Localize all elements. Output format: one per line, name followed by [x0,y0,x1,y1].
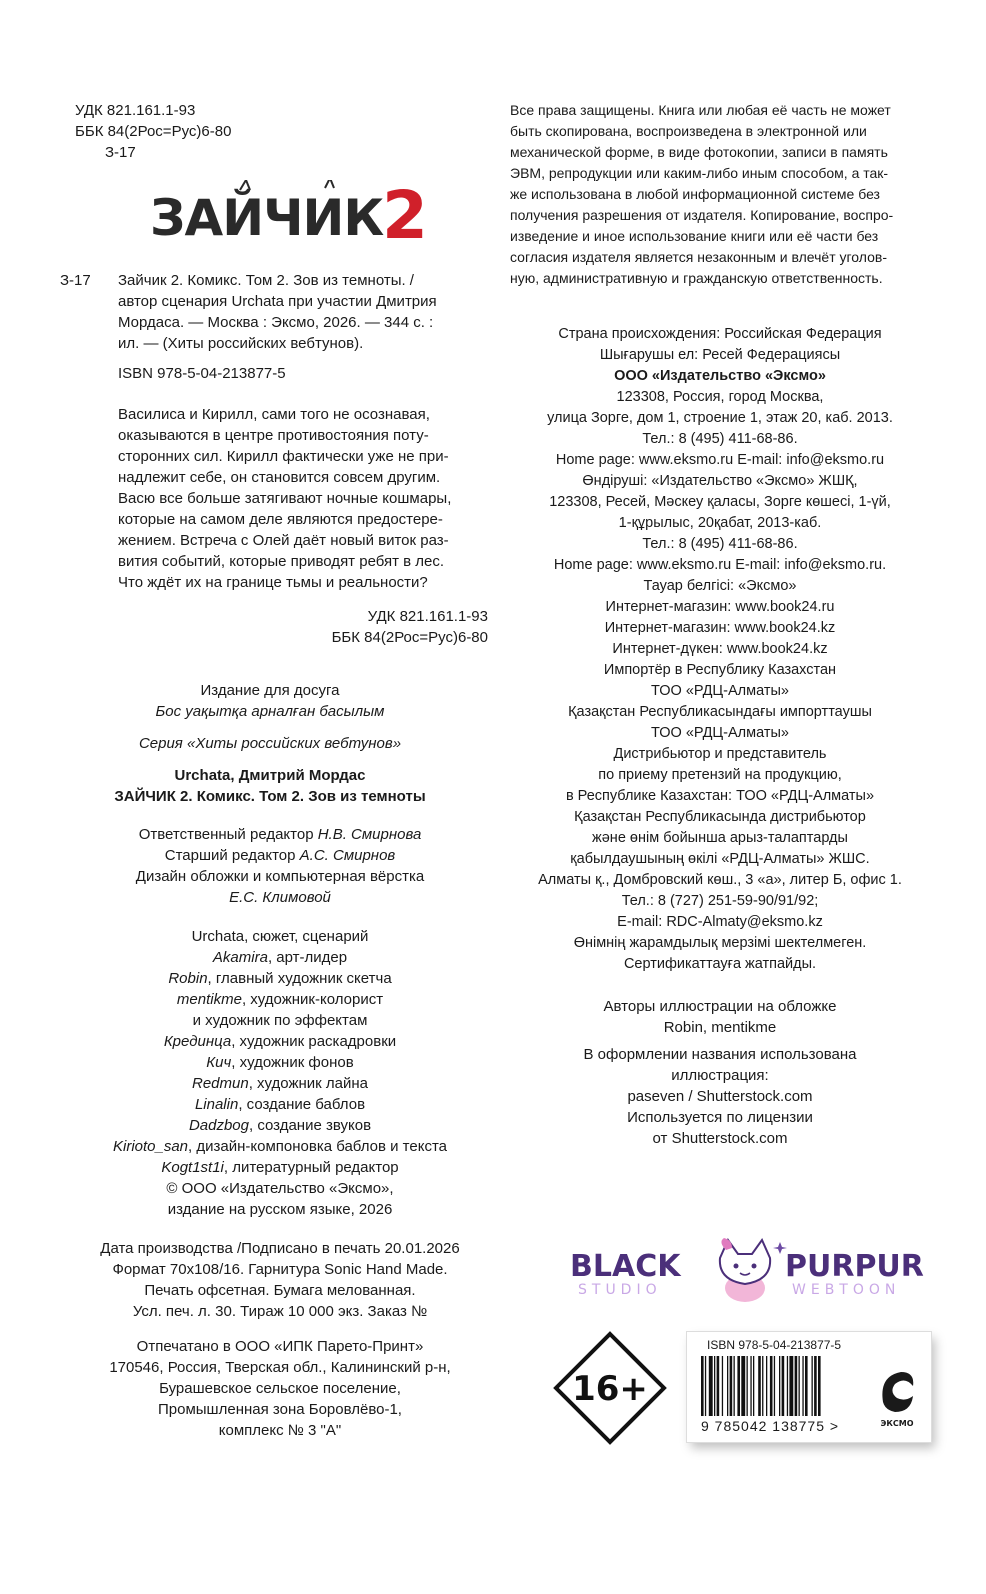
edition-type-kz: Бос уақытқа арналған басылым [155,703,385,720]
barcode-bar [758,1356,761,1416]
license-block [490,1044,950,1149]
barcode-isbn: ISBN 978-5-04-213877-5 [707,1338,842,1352]
publisher-line: Интернет-дүкен: www.book24.kz [612,641,828,657]
credit-line: Kirioto_san, дизайн-компоновка баблов и текста [112,1138,447,1155]
barcode-bar [787,1356,788,1416]
rights-line: получения разрешения от издателя. Копирование, воспро- [510,207,894,223]
printer-line: Бурашевское сельское поселение, [159,1380,401,1397]
barcode-bar [753,1356,754,1416]
credit-line: mentikme, художник-колорист [176,991,384,1008]
production-line: Усл. печ. л. 30. Тираж 10 000 экз. Заказ № [132,1303,428,1320]
bbk-code: ББК 84(2Рос=Рус)6-80 [75,123,232,140]
rights-line: ную, административную и гражданскую ответственность. [510,270,883,286]
printer-line: Отпечатано в ООО «ИПК Парето-Принт» [136,1338,424,1355]
barcode-bar [818,1356,821,1416]
publisher-line: ТОО «РДЦ-Алматы» [651,683,789,699]
rights-line: Все права защищены. Книга или любая её часть не может [510,102,891,118]
publisher-line: улица Зорге, дом 1, строение 1, этаж 20, каб. 2013. [547,410,893,426]
printer-line: 170546, Россия, Тверская обл., Калининский р-н, [109,1359,451,1376]
credit-line: Kogt1st1i, литературный редактор [161,1159,399,1176]
studio-purpur-text: PURPUR [785,1249,924,1284]
credit-line: Dadzbog, создание звуков [188,1117,372,1134]
barcode-bar [737,1356,740,1416]
license-line: В оформлении названия использована [583,1046,857,1063]
black-purpur-studio-logo [560,1228,930,1308]
author-mark: З-17 [105,144,136,161]
publisher-line: Қазақстан Республикасында дистрибьютор [574,809,866,825]
publisher-line: Тел.: 8 (495) 411-68-86. [642,536,798,552]
publisher-line: ООО «Издательство «Эксмо» [614,368,826,384]
barcode-bar [805,1356,808,1416]
age-rating-badge [552,1330,668,1446]
barcode-bar [701,1356,704,1416]
editor-line: Ответственный редактор Н.В. Смирнова [138,826,422,843]
udk-code: УДК 821.161.1-93 [367,608,488,625]
credit-line: Кич, художник фонов [206,1054,354,1071]
annotation-line: сторонних сил. Кирилл фактически уже не при- [118,448,449,465]
credit-line: © ООО «Издательство «Эксмо», [166,1180,394,1197]
rights-line: же использована в любой информационной системе без [510,186,880,202]
annotation-line: жением. Встреча с Олей даёт новый виток раз- [118,532,449,549]
rights-line: изведение и иное использование книги или её части без [510,228,879,244]
credit-line: и художник по эффектам [192,1012,368,1029]
publisher-line: 123308, Ресей, Мәскеу қаласы, Зорге көшесі, 1-үй, [549,494,891,510]
publisher-line: және өнім бойынша арыз-талаптарды [592,830,848,846]
barcode-bar [779,1356,780,1416]
annotation-line: оказываются в центре противостояния поту- [118,427,429,444]
publisher-line: Өндіруші: «Издательство «Эксмо» ЖШҚ, [582,473,858,489]
publisher-block [490,324,950,975]
annotation-line: Васю все больше затягивают ночные кошмары, [118,490,452,507]
production-line: Дата производства /Подписано в печать 20.01.2026 [100,1240,460,1257]
barcode-bar [730,1356,733,1416]
barcode-bar [799,1356,800,1416]
publisher-line: Интернет-магазин: www.book24.ru [605,599,835,615]
publisher-line: Шығарушы ел: Ресей Федерациясы [599,347,841,363]
barcode-bar [812,1356,813,1416]
rights-notice [510,100,930,289]
publisher-line: Home page: www.eksmo.ru E-mail: info@eksmo.ru [555,452,885,468]
studio-subtitle: STUDIO [578,1282,662,1298]
webtoon-subtitle: WEBTOON [792,1282,901,1298]
publisher-line: Импортёр в Республику Казахстан [603,662,837,678]
publisher-line: Страна происхождения: Российская Федерация [558,326,882,342]
editor-line: Е.С. Климовой [229,889,331,906]
rights-line: быть скопирована, воспроизведена в электронной или [510,123,867,139]
barcode-bar [750,1356,751,1416]
barcode-bar [747,1356,748,1416]
title-logo [150,180,450,250]
publisher-line: Интернет-магазин: www.book24.kz [604,620,836,636]
publisher-line: Home page: www.eksmo.ru E-mail: info@eksmo.ru. [553,557,887,573]
barcode-bar [722,1356,723,1416]
publisher-line: 1-құрылыс, 20қабат, 2013-каб. [618,515,822,531]
license-line: иллюстрация: [671,1067,769,1084]
publisher-line: Дистрибьютор и представитель [613,746,827,762]
classification-codes [75,100,275,163]
barcode-bar [727,1356,728,1416]
credit-line: издание на русском языке, 2026 [167,1201,393,1218]
book-title: ЗАЙЧИК 2. Комикс. Том 2. Зов из темноты [114,788,426,805]
publisher-line: Тауар белгісі: «Эксмо» [643,578,797,594]
publisher-line: по приему претензий на продукцию, [598,767,842,783]
barcode-bar [741,1356,745,1416]
rights-line: механической форме, в виде фотокопии, записи в память [510,144,888,160]
license-line: paseven / Shutterstock.com [627,1088,813,1105]
barcode-number: 9 785042 138775 > [701,1418,840,1434]
credit-line: Akamira, арт-лидер [212,949,348,966]
eksmo-logo [875,1362,919,1432]
editor-line: Дизайн обложки и компьютерная вёрстка [135,868,425,885]
barcode-bar [789,1356,793,1416]
bibliographic-record [60,270,490,384]
editors-block [0,824,560,908]
barcode-bars [701,1356,869,1418]
svg-text:ЭКСМО: ЭКСМО [880,1419,914,1428]
edition-type: Издание для досуга [200,682,340,699]
bbk-code: ББК 84(2Рос=Рус)6-80 [331,629,488,646]
annotation-line: надлежит себе, он становится совсем другим. [118,469,441,486]
annotation [118,404,488,593]
biblio-index: З-17 [60,272,91,289]
rights-line: ЭВМ, репродукции или каким-либо иным способом, а так- [510,165,889,181]
authors: Urchata, Дмитрий Мордас [174,767,366,784]
barcode-bar [782,1356,785,1416]
cover-authors-names: Robin, mentikme [663,1019,777,1036]
barcode-bar [705,1356,706,1416]
cat-mascot-icon [720,1238,787,1302]
barcode-bar [717,1356,720,1416]
barcode-bar [802,1356,803,1416]
biblio-line: автор сценария Urchata при участии Дмитрия [118,293,437,310]
biblio-line: Мордаса. — Москва : Эксмо, 2026. — 344 с. : [118,314,434,331]
barcode-bar [770,1356,773,1416]
classification-codes-bottom [200,606,488,648]
barcode-bar [714,1356,715,1416]
publisher-line: E-mail: RDC-Almaty@eksmo.kz [617,914,823,930]
production-line: Формат 70x108/16. Гарнитура Sonic Hand Made. [112,1261,448,1278]
isbn: ISBN 978-5-04-213877-5 [118,365,286,382]
publisher-line: Өнімнің жарамдылық мерзімі шектелмеген. [573,935,867,951]
biblio-lines [118,270,490,384]
license-line: от Shutterstock.com [652,1130,788,1147]
publisher-line: ТОО «РДЦ-Алматы» [651,725,789,741]
barcode-bar [734,1356,735,1416]
age-rating-text: 16+ [572,1369,648,1409]
printer-block [0,1336,560,1441]
studio-black-text: BLACK [570,1249,681,1284]
credits-block [0,926,560,1220]
credit-line: Redmun, художник лайна [192,1075,368,1092]
credit-line: Крединца, художник раскадровки [163,1033,397,1050]
series-name: Серия «Хиты российских вебтунов» [138,735,402,752]
edition-block [0,680,540,807]
publisher-line: 123308, Россия, город Москва, [616,389,824,405]
publisher-line: в Республике Казахстан: ТОО «РДЦ-Алматы» [565,788,875,804]
barcode-bar [709,1356,713,1416]
annotation-line: Василиса и Кирилл, сами того не осознавая, [118,406,430,423]
biblio-line: Зайчик 2. Комикс. Том 2. Зов из темноты. / [118,272,414,289]
production-line: Печать офсетная. Бумага мелованная. [144,1282,416,1299]
annotation-line: которые на самом деле являются предостере- [118,511,443,528]
annotation-line: Что ждёт их на границе тьмы и реальности? [118,574,428,591]
logo-word: ЗАЙЧИК [150,189,384,247]
barcode-bar [762,1356,763,1416]
printer-line: Промышленная зона Боровлёво-1, [158,1401,402,1418]
printer-line: комплекс № 3 "А" [218,1422,342,1439]
udk-code: УДК 821.161.1-93 [75,102,196,119]
rights-line: согласия издателя является незаконным и влечёт уголов- [510,249,887,265]
cover-authors-label: Авторы иллюстрации на обложке [603,998,837,1015]
publisher-line: Қазақстан Республикасындағы импорттаушы [568,704,872,720]
biblio-line: ил. — (Хиты российских вебтунов). [118,335,364,352]
barcode-bar [795,1356,798,1416]
barcode-bar [766,1356,767,1416]
license-line: Используется по лицензии [627,1109,813,1126]
barcode-sticker [687,1332,931,1442]
editor-line: Старший редактор А.С. Смирнов [164,847,396,864]
publisher-line: Алматы қ., Домбровский көш., 3 «а», литер Б, офис 1. [538,872,902,888]
publisher-line: Сертификаттауға жатпайды. [623,956,817,972]
publisher-line: Тел.: 8 (495) 411-68-86. [642,431,798,447]
barcode-bar [774,1356,775,1416]
publisher-line: қабылдаушының өкілі «РДЦ-Алматы» ЖШС. [570,851,870,867]
publisher-line: Тел.: 8 (727) 251-59-90/91/92; [621,893,819,909]
credit-line: Linalin, создание баблов [194,1096,366,1113]
barcode-bar [814,1356,817,1416]
logo-digit: 2 [382,180,428,250]
annotation-line: вития событий, которые приводят ребят в лес. [118,553,445,570]
cover-authors [490,996,950,1038]
credit-line: Robin, главный художник скетча [168,970,392,987]
production-block [0,1238,560,1322]
credit-line: Urchata, сюжет, сценарий [191,928,369,945]
